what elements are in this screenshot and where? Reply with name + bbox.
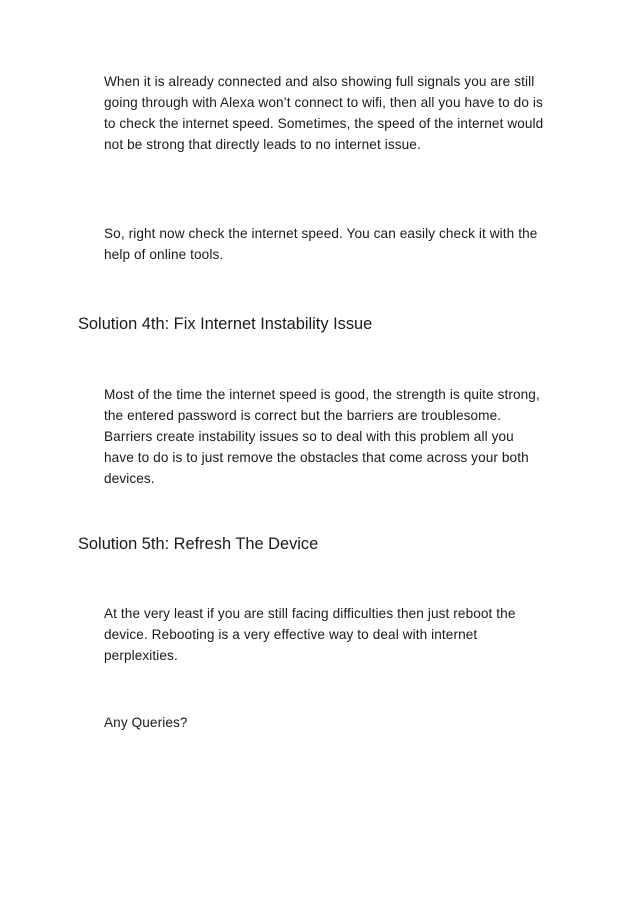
paragraph-reboot: At the very least if you are still facing difficulties then just reboot the device. Rebooting is a very effective way to deal with internet perplexities. <box>104 606 516 663</box>
paragraph-instability: Most of the time the internet speed is good, the strength is quite strong, the entered password is correct but the barriers are troublesome. Barriers create instability issues so to deal with this problem all you have to do is to just remove the obstacles that come across your both devices. <box>104 387 540 486</box>
heading-solution-4: Solution 4th: Fix Internet Instability Issue <box>78 315 373 333</box>
heading-solution-5: Solution 5th: Refresh The Device <box>78 535 319 553</box>
paragraph-check-speed: When it is already connected and also showing full signals you are still going through with Alexa won’t connect to wifi, then all you have to do is to check the internet speed. Sometimes, the speed of the internet would not be strong that directly leads to no internet issue. <box>104 74 544 152</box>
paragraph-online-tools: So, right now check the internet speed. You can easily check it with the help of online tools. <box>104 226 538 262</box>
paragraph-any-queries: Any Queries? <box>104 715 188 730</box>
